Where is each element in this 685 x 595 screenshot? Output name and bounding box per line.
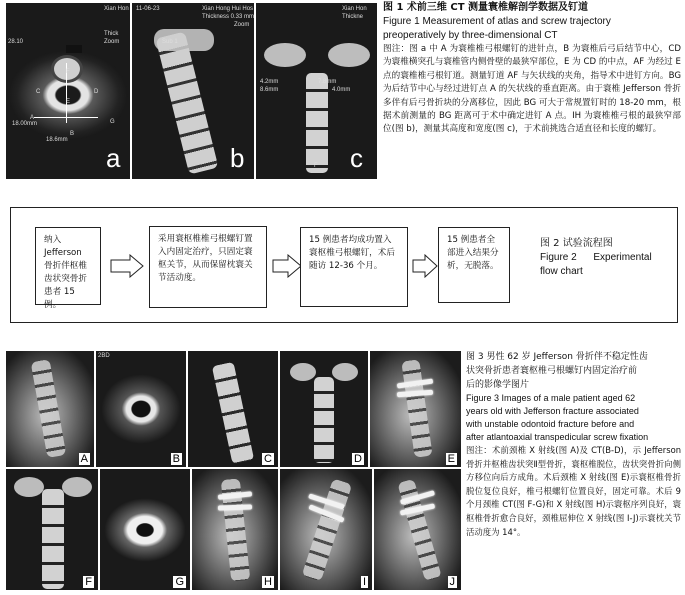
panel-c-text-1: Thickne: [342, 14, 364, 20]
figure3-notes: 图注：术前颈椎 X 射线(图 A)及 CT(B-D)，示 Jefferson 骨折并枢椎齿状突Ⅱ型骨折，寰枢椎脱位，齿状突骨折向侧方移位向后方成角。术后颈椎 X 射线(图 E)示寰枢椎骨折脱位复位良好，椎弓根螺钉位置良好，固定可靠。术后 9 个月颈椎 CT(图 F-G)和 X 射线(图 H)示寰枢序列良好，寰枢椎骨折愈合良好，颈椎屈伸位 X 射线(图 I-J)示寰枕关节活动度为 14°。: [466, 445, 681, 537]
panel-b-text-1: Thickness 0.33 mm: [202, 14, 254, 20]
flow-arrow-1: [110, 254, 144, 278]
figure3-en-1: Figure 3 Images of a male patient aged 62: [466, 393, 636, 403]
panel-label-A: A: [80, 453, 88, 465]
figure1-en-title-1: Figure 1 Measurement of atlas and screw trajectory: [383, 16, 611, 27]
figure1-panel-c: [256, 3, 377, 179]
panel-a-text-5: B: [70, 131, 75, 137]
panel-a-text-12: 18.6mm: [46, 137, 68, 143]
figure2-title: 图 2 试验流程图: [540, 238, 613, 249]
figure3-title-1: 图 3 男性 62 岁 Jefferson 骨折伴不稳定性齿: [466, 352, 648, 362]
figure3-panel-I: [280, 469, 372, 590]
flow-box-1: 纳入 Jefferson 骨折伴枢椎齿状突骨折患者 15 例。: [35, 227, 101, 305]
figure2-caption: [540, 237, 670, 279]
panel-a-text-7: D: [94, 89, 99, 95]
panel-b-text-0: Xian Hong Hui Hos: [202, 6, 254, 12]
panel-a-text-11: 18.00mm: [12, 121, 38, 127]
flow-arrow-3: [412, 254, 438, 278]
flow-box-4: 15 例患者全部进入结果分析，无脱落。: [438, 227, 510, 303]
panel-b-text-3: Sub 1: [162, 39, 178, 45]
panel-label-a: a: [106, 143, 121, 173]
figure1-caption: [383, 1, 681, 137]
panel-label-c: c: [350, 143, 363, 173]
panel-c-text-2: 4.2mm: [260, 79, 279, 85]
panel-label-F: F: [85, 576, 92, 588]
panel-label-b: b: [230, 143, 245, 173]
figure3-en-2: years old with Jefferson fracture associated: [466, 406, 639, 416]
figure3-panel-C: [188, 351, 278, 467]
panel-a-text-2: Thick: [104, 31, 119, 37]
figure3-panel-F: [6, 469, 98, 590]
panel-b-text-4: 11-06-23: [136, 6, 160, 12]
figure1-en-title-2: preoperatively by three-dimensional CT: [383, 30, 558, 41]
figure1-panel-b: [132, 3, 254, 179]
panel-c-text-3: 7.8mm: [318, 79, 337, 85]
panel-label-E: E: [447, 453, 455, 465]
panel-label-C: C: [264, 453, 272, 465]
panel-a-text-4: A: [30, 115, 35, 121]
panel-c-text-5: 4.0mm: [332, 87, 351, 93]
figure3-en-4: after atlantoaxial transpedicular screw fixation: [466, 432, 649, 442]
panel-a-text-10: G: [110, 119, 115, 125]
panel-c-text-6: F: [314, 163, 318, 169]
flow-box-2: 采用寰枢椎椎弓根螺钉置入内固定治疗，只固定寰枢关节，从而保留枕寰关节活动度。: [149, 226, 267, 308]
panel-B-overlay: 2BD: [98, 353, 110, 359]
panel-a-text-6: C: [36, 89, 41, 95]
figure3-panel-J: [374, 469, 461, 590]
panel-b-text-2: Zoom: [234, 22, 250, 28]
panel-a-text-0: 28.10: [8, 39, 24, 45]
panel-c-text-0: Xian Hon: [342, 6, 367, 12]
figure1-panel-a: [6, 3, 130, 179]
figure3-panel-A: [6, 351, 94, 467]
figure3-title-3: 后的影像学图片: [466, 380, 530, 390]
flow-arrow-2: [272, 254, 302, 278]
panel-a-text-3: Zoom: [104, 39, 120, 45]
panel-label-B: B: [172, 453, 180, 465]
figure3-en-3: with unstable odontoid fracture before and: [466, 419, 635, 429]
figure1-notes: 图注：图 a 中 A 为寰椎椎弓根螺钉的进针点，B 为寰椎后弓后结节中心，CD 为寰椎横突孔与寰椎管内侧骨壁的最狭窄部位，E 为 CD 的中点，AF 为经过 E 点的寰椎椎弓根钉道。测量钉道 AF 与矢状线的夹角，指导术中进钉方向。BG 为后结节中心与经过进钉点 A 的矢状线的垂直距离。由于寰椎 Jefferson 骨折多伴有后弓骨折块的分离移位，因此 BG 可大于常规置钉时的 18-20 mm，根据术前测量的 BG 距离可于术中确定进钉 A 点。IH 为寰椎椎弓根的最狭窄部位(图 b)，测量其高度和宽度(图 c)，于术前挑选合适直径和长度的螺钉。: [383, 44, 681, 135]
panel-a-text-9: F: [66, 69, 70, 75]
panel-label-J: J: [449, 576, 455, 588]
figure2-en-1: Figure 2 Experimental: [540, 252, 652, 263]
figure3-title-2: 状突骨折患者寰枢椎弓根螺钉内固定治疗前: [466, 366, 638, 376]
panel-label-H: H: [264, 576, 272, 588]
panel-label-D: D: [354, 453, 362, 465]
figure3-panel-B: [96, 351, 186, 467]
panel-a-text-1: Xian Hon: [104, 6, 129, 12]
figure3-panel-G: [100, 469, 190, 590]
panel-label-G: G: [175, 576, 184, 588]
figure3-panel-D: [280, 351, 368, 467]
panel-label-I: I: [362, 576, 366, 588]
figure3-panel-H: [192, 469, 278, 590]
figure3-caption: [466, 350, 681, 539]
panel-a-text-8: E: [66, 99, 71, 105]
panel-c-text-4: 8.6mm: [260, 87, 279, 93]
flow-box-3: 15 例患者均成功置入寰枢椎弓根螺钉，术后随访 12-36 个月。: [300, 227, 408, 307]
figure3-panel-E: [370, 351, 461, 467]
figure1-title: 图 1 术前三维 CT 测量寰椎解剖学数据及钉道: [383, 2, 589, 13]
figure2-en-2: flow chart: [540, 266, 583, 277]
